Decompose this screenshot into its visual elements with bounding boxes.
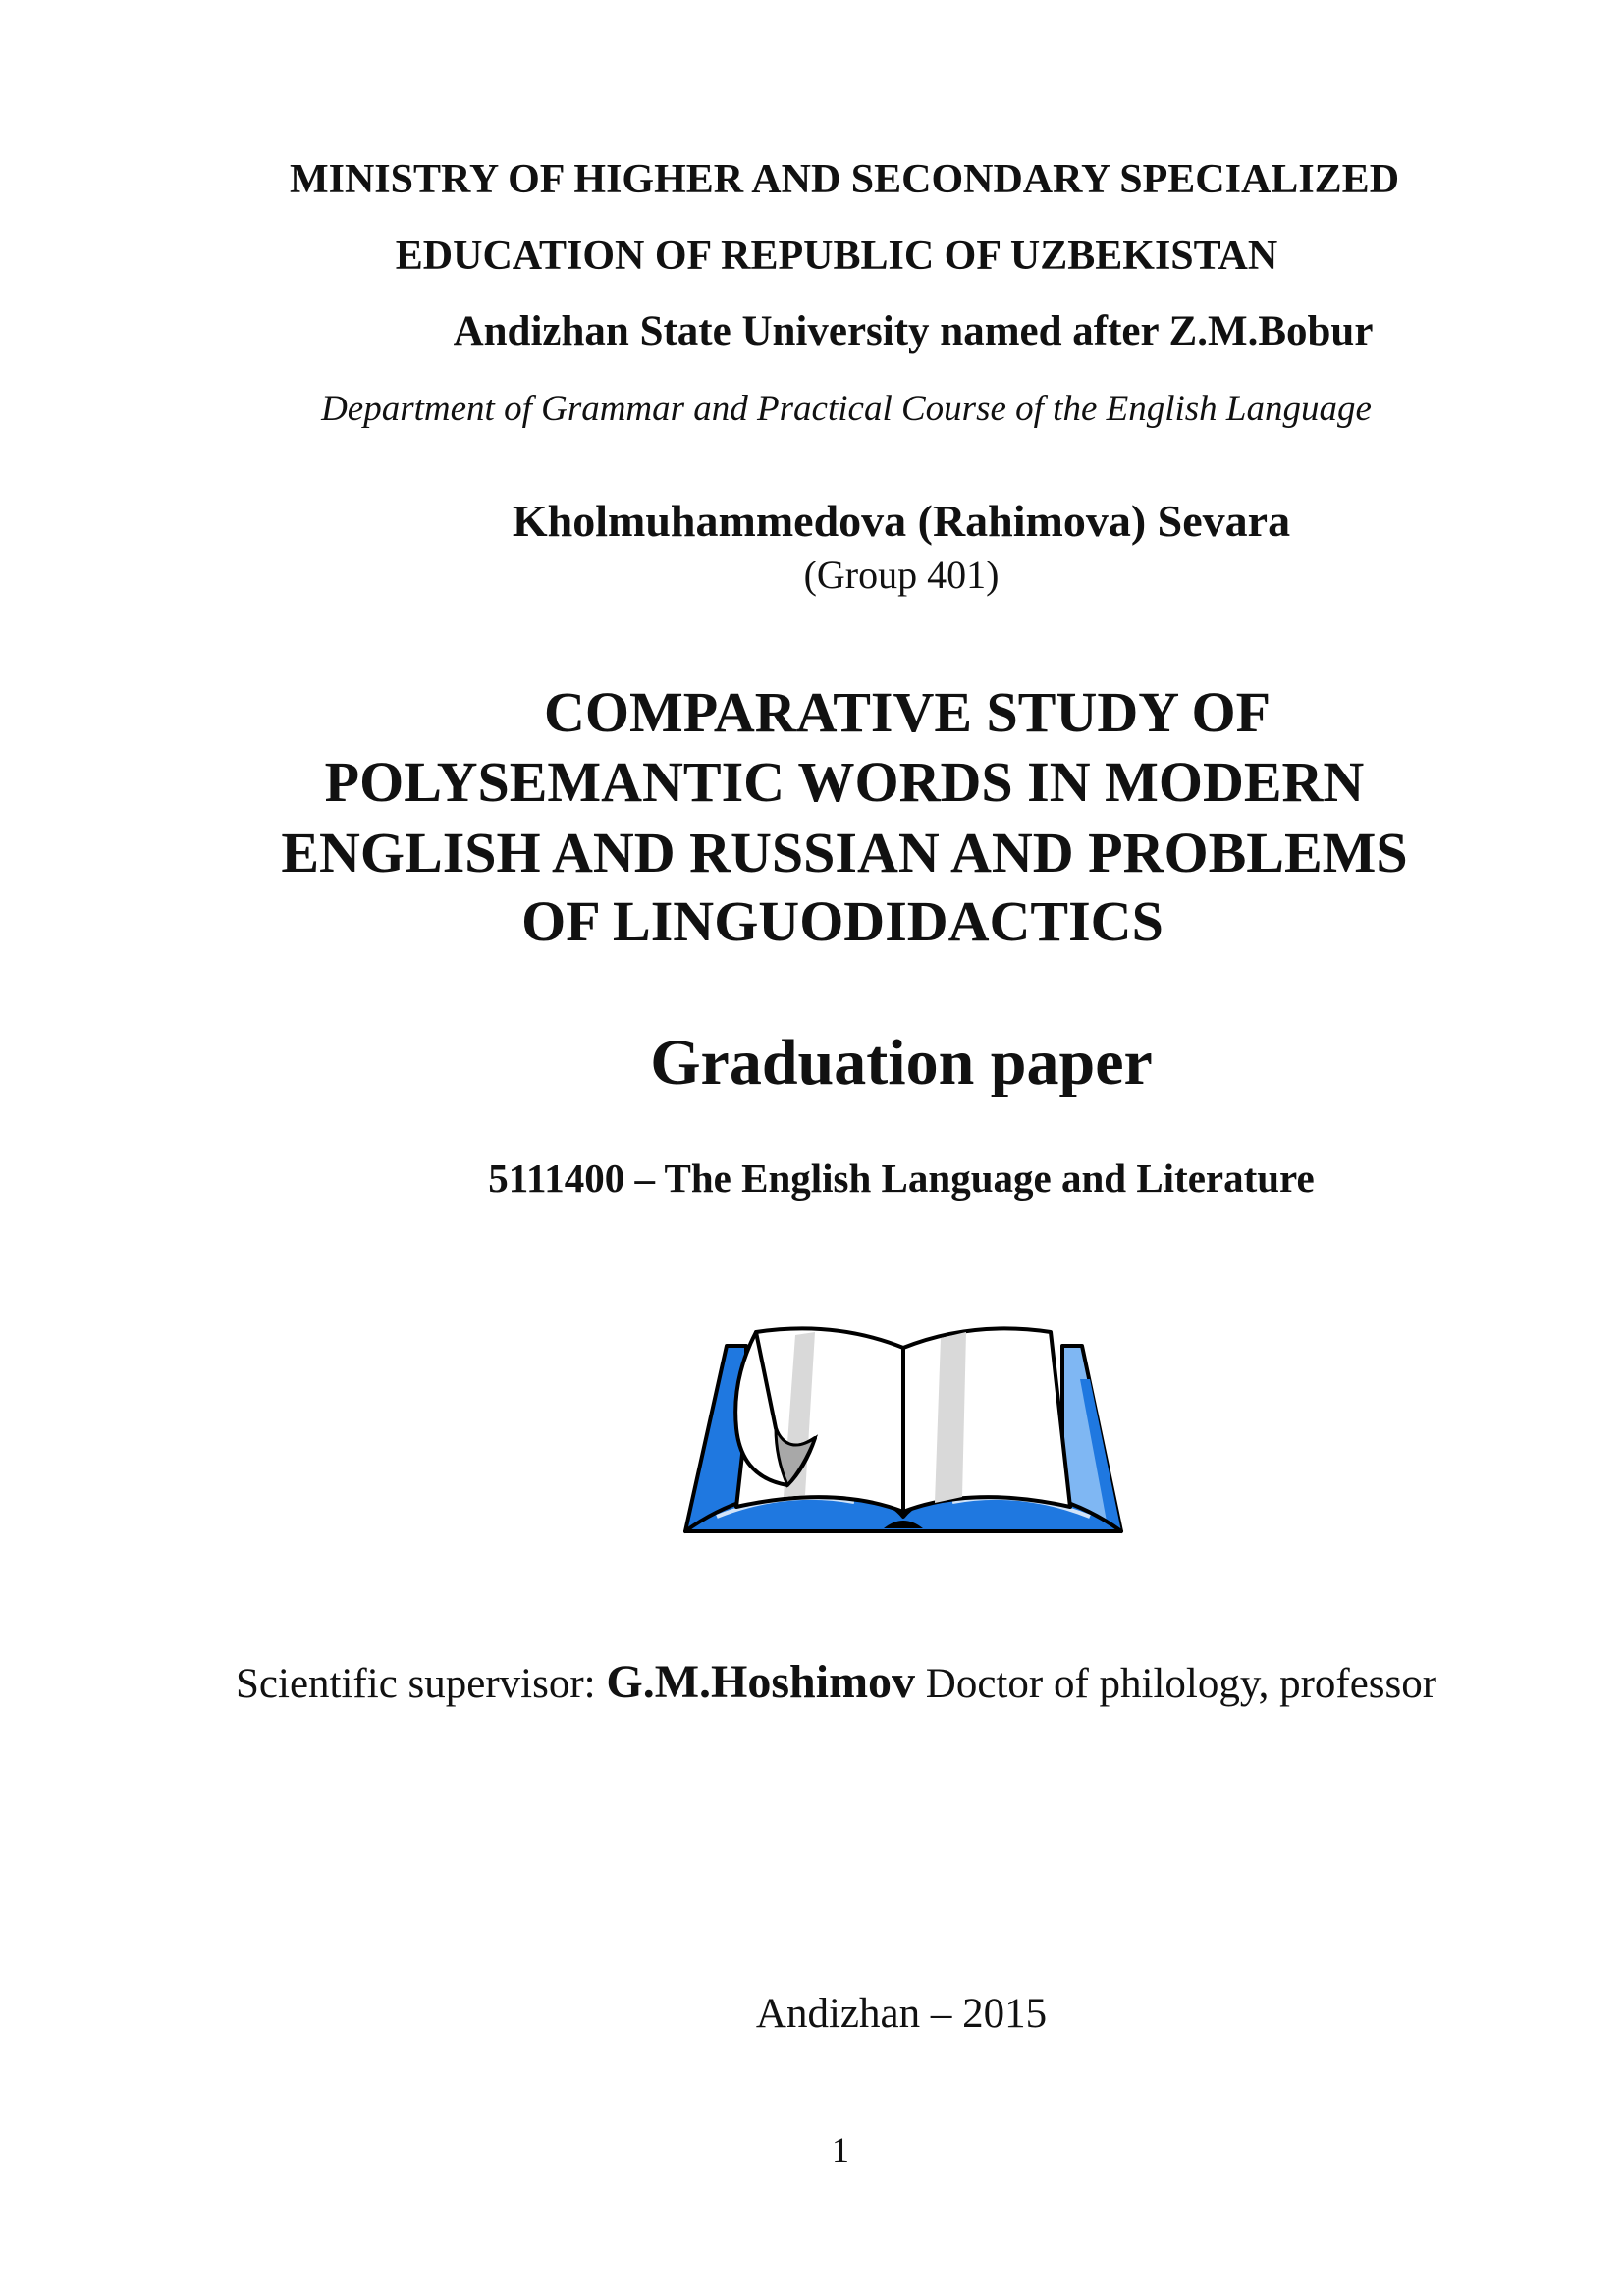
- open-book-icon: [677, 1320, 1129, 1536]
- ministry-line-1: MINISTRY OF HIGHER AND SECONDARY SPECIALIZED: [289, 157, 1400, 202]
- supervisor-label: Scientific supervisor:: [236, 1661, 596, 1707]
- author-group: (Group 401): [803, 553, 1000, 597]
- thesis-title-line: OF LINGUODIDACTICS: [521, 889, 1164, 953]
- place-and-year: Andizhan – 2015: [755, 1991, 1048, 2037]
- author-name: Kholmuhammedova (Rahimova) Sevara: [512, 496, 1291, 546]
- page-number: 1: [832, 2130, 849, 2169]
- thesis-title-line: ENGLISH AND RUSSIAN AND PROBLEMS: [281, 821, 1408, 884]
- thesis-title-line: POLYSEMANTIC WORDS IN MODERN: [324, 750, 1365, 814]
- book-page-right: [903, 1328, 1070, 1512]
- supervisor-line: [236, 1656, 1437, 1708]
- university-name: Andizhan State University named after Z.M.Bobur: [453, 308, 1374, 354]
- paper-type: Graduation paper: [650, 1027, 1153, 1098]
- specialty-code: 5111400 – The English Language and Literature: [488, 1155, 1315, 1201]
- ministry-line-2: EDUCATION OF REPUBLIC OF UZBEKISTAN: [395, 234, 1278, 279]
- supervisor-name: G.M.Hoshimov: [606, 1656, 916, 1708]
- supervisor-title: Doctor of philology, professor: [925, 1661, 1437, 1707]
- thesis-title-line: COMPARATIVE STUDY OF: [543, 680, 1272, 744]
- department-name: Department of Grammar and Practical Course of the English Language: [321, 389, 1372, 429]
